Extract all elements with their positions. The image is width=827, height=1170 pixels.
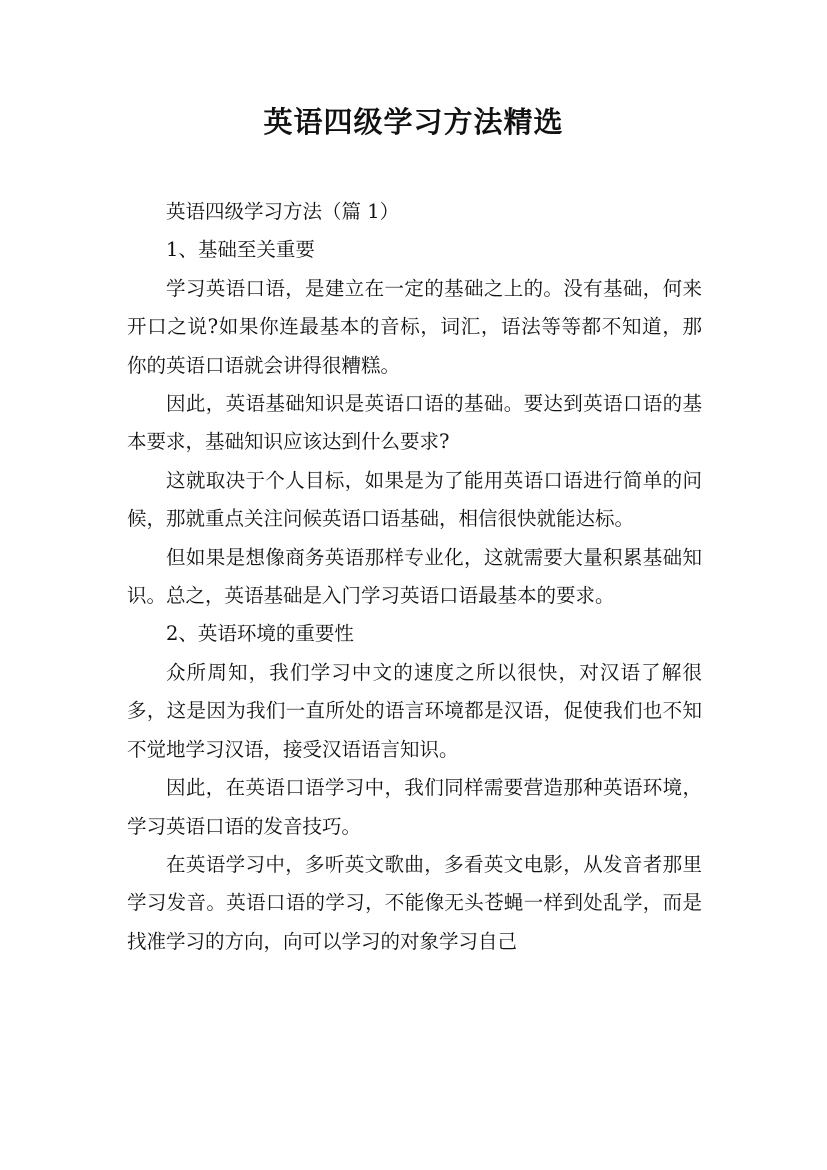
- body-paragraph: 众所周知，我们学习中文的速度之所以很快，对汉语了解很多，这是因为我们一直所处的语言环境都是汉语，促使我们也不知不觉地学习汉语，接受汉语语言知识。: [127, 660, 702, 761]
- body-paragraph: 这就取决于个人目标，如果是为了能用英语口语进行简单的问候，那就重点关注问候英语口语基础，相信很快就能达标。: [127, 468, 702, 531]
- body-paragraph: 因此，英语基础知识是英语口语的基础。要达到英语口语的基本要求，基础知识应该达到什么要求?: [127, 392, 702, 454]
- body-paragraph: 学习英语口语，是建立在一定的基础之上的。没有基础，何来开口之说?如果你连最基本的音标，词汇，语法等等都不知道，那你的英语口语就会讲得很糟糕。: [127, 276, 702, 377]
- body-paragraph: 但如果是想像商务英语那样专业化，这就需要大量积累基础知识。总之，英语基础是入门学习英语口语最基本的要求。: [127, 545, 702, 608]
- body-paragraph: 在英语学习中，多听英文歌曲，多看英文电影，从发音者那里学习发音。英语口语的学习，不能像无头苍蝇一样到处乱学，而是找准学习的方向，向可以学习的对象学习自己: [127, 852, 702, 953]
- document-title: 英语四级学习方法精选: [263, 105, 564, 139]
- document-body: [127, 193, 702, 961]
- section-heading: 英语四级学习方法（篇 1）: [166, 200, 400, 223]
- subsection-heading: 1、基础至关重要: [166, 238, 315, 262]
- body-paragraph: 因此，在英语口语学习中，我们同样需要营造那种英语环境，学习英语口语的发音技巧。: [127, 776, 702, 838]
- subsection-heading: 2、英语环境的重要性: [166, 622, 354, 646]
